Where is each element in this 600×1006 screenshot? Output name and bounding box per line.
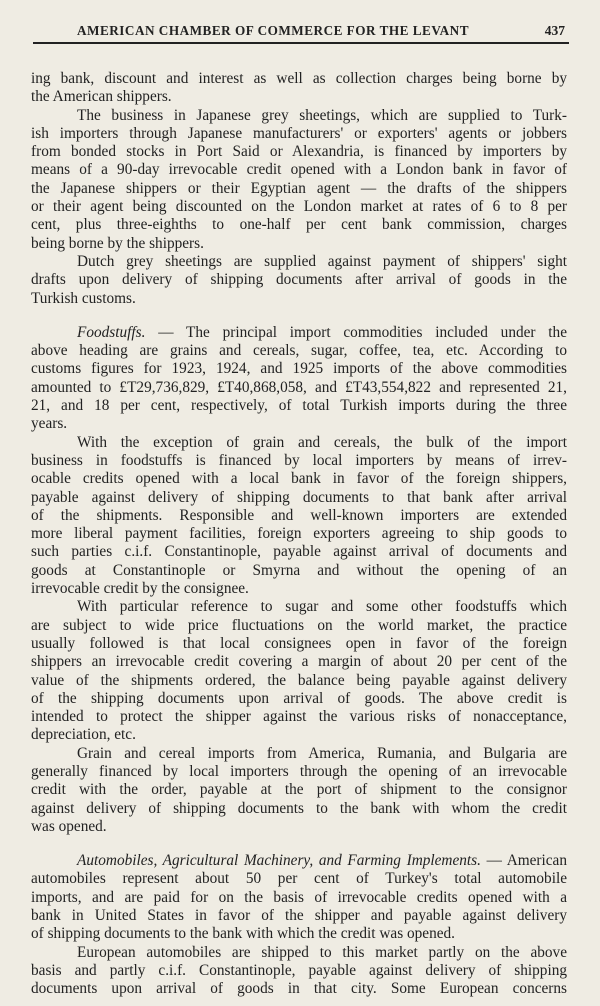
text-line: years.: [31, 415, 68, 433]
text-line: With the exception of grain and cereals, the bulk of the import: [77, 433, 567, 451]
text-line: customs figures for 1923, 1924, and 1925 imports of the above commodities: [31, 360, 567, 378]
text-line: against delivery of shipping documents to the bank with whom the credit: [31, 799, 567, 817]
text-line: of the shipping documents upon arrival of goods. The above credit is: [31, 689, 567, 707]
paragraph: [31, 598, 567, 744]
text-line: credit with the order, payable at the port of shipment to the consignor: [31, 781, 567, 799]
text-line: generally financed by local importers through the opening of an irrevocable: [31, 762, 567, 780]
text-line: With particular reference to sugar and some other foodstuffs which: [77, 598, 567, 616]
text-line: more liberal payment facilities, foreign exporters agreeing to ship goods to: [31, 525, 567, 543]
text-line: 21, and 18 per cent, respectively, of total Turkish imports during the three: [31, 397, 567, 415]
text-line: The business in Japanese grey sheetings, which are supplied to Turk-: [77, 106, 567, 124]
text-line: value of the shipments ordered, the balance being payable against delivery: [31, 671, 567, 689]
text-line: from bonded stocks in Port Said or Alexandria, is financed by importers by: [31, 143, 567, 161]
text-line: Turkish customs.: [31, 289, 136, 307]
text-line: the Japanese shippers or their Egyptian agent — the drafts of the shippers: [31, 179, 567, 197]
running-header-title: AMERICAN CHAMBER OF COMMERCE FOR THE LEVANT: [77, 23, 469, 38]
text-line: was opened.: [31, 817, 107, 835]
text-run: — American: [480, 852, 567, 870]
text-line: amounted to £T29,736,829, £T40,868,058, and £T43,554,822 and represented 21,: [31, 378, 567, 396]
text-line: such parties c.i.f. Constantinople, payable against arrival of documents and: [31, 543, 567, 561]
paragraph: [31, 944, 567, 999]
page-number: 437: [544, 23, 565, 38]
text-line: ocable credits opened with a local bank in favor of the foreign shippers,: [31, 470, 567, 488]
text-line: [31, 324, 567, 342]
text-line: payable against delivery of shipping documents to that bank after arrival: [31, 488, 567, 506]
paragraph: [31, 745, 567, 836]
text-line: documents upon arrival of goods in that city. Some European concerns: [31, 980, 567, 998]
paragraph: [31, 434, 567, 599]
text-line: [31, 852, 567, 870]
text-line: being borne by the shippers.: [31, 234, 204, 252]
paragraph-foodstuffs: [31, 324, 567, 434]
running-header: [33, 20, 569, 44]
text-run: — The principal import commodities included under the: [145, 323, 567, 341]
section-gap: [31, 836, 567, 852]
text-line: business in foodstuffs is financed by local importers by means of irrev-: [31, 451, 567, 469]
paragraph: [31, 253, 567, 308]
text-line: Dutch grey sheetings are supplied against payment of shippers' sight: [77, 252, 567, 270]
paragraph-automobiles: [31, 852, 567, 943]
text-line: basis and partly c.i.f. Constantinople, payable against delivery of shipping: [31, 961, 567, 979]
text-line: drafts upon delivery of shipping documents after arrival of goods in the: [31, 271, 567, 289]
paragraph: [31, 107, 567, 253]
text-line: ish importers through Japanese manufacturers' or exporters' agents or jobbers: [31, 124, 567, 142]
text-line: imports, and are paid for on the basis of irrevocable credits opened with a: [31, 888, 567, 906]
text-line: ing bank, discount and interest as well as collection charges being borne by: [31, 70, 567, 87]
text-line: goods at Constantinople or Smyrna and without the opening of an: [31, 561, 567, 579]
text-line: depreciation, etc.: [31, 726, 136, 744]
text-line: or their agent being discounted on the London market at rates of 6 to 8 per: [31, 198, 567, 216]
text-line: cent, plus three-eighths to one-half per cent bank commission, charges: [31, 216, 567, 234]
text-line: irrevocable credit by the consignee.: [31, 580, 249, 598]
section-heading: Foodstuffs.: [77, 323, 146, 341]
text-line: of the shipments. Responsible and well-known importers are extended: [31, 506, 567, 524]
text-line: European automobiles are shipped to this market partly on the above: [77, 943, 567, 961]
text-line: usually followed is that local consignees open in favor of the foreign: [31, 634, 567, 652]
paragraph: [31, 70, 567, 107]
text-line: of shipping documents to the bank with which the credit was opened.: [31, 925, 455, 943]
section-gap: [31, 308, 567, 324]
text-line: above heading are grains and cereals, sugar, coffee, tea, etc. According to: [31, 342, 567, 360]
text-line: means of a 90-day irrevocable credit opened with a London bank in favor of: [31, 161, 567, 179]
text-line: automobiles represent about 50 per cent of Turkey's total automobile: [31, 870, 567, 888]
text-line: intended to protect the shipper against the various risks of nonacceptance,: [31, 708, 567, 726]
section-heading: Automobiles, Agricultural Machinery, and Farming Implements.: [77, 852, 481, 870]
text-line: the American shippers.: [31, 88, 172, 106]
body-text: [31, 70, 567, 999]
text-line: are subject to wide price fluctuations on the world market, the practice: [31, 616, 567, 634]
text-line: bank in United States in favor of the shipper and payable against delivery: [31, 907, 567, 925]
text-line: Grain and cereal imports from America, Rumania, and Bulgaria are: [77, 744, 567, 762]
text-line: shippers an irrevocable credit covering a margin of about 20 per cent of the: [31, 653, 567, 671]
